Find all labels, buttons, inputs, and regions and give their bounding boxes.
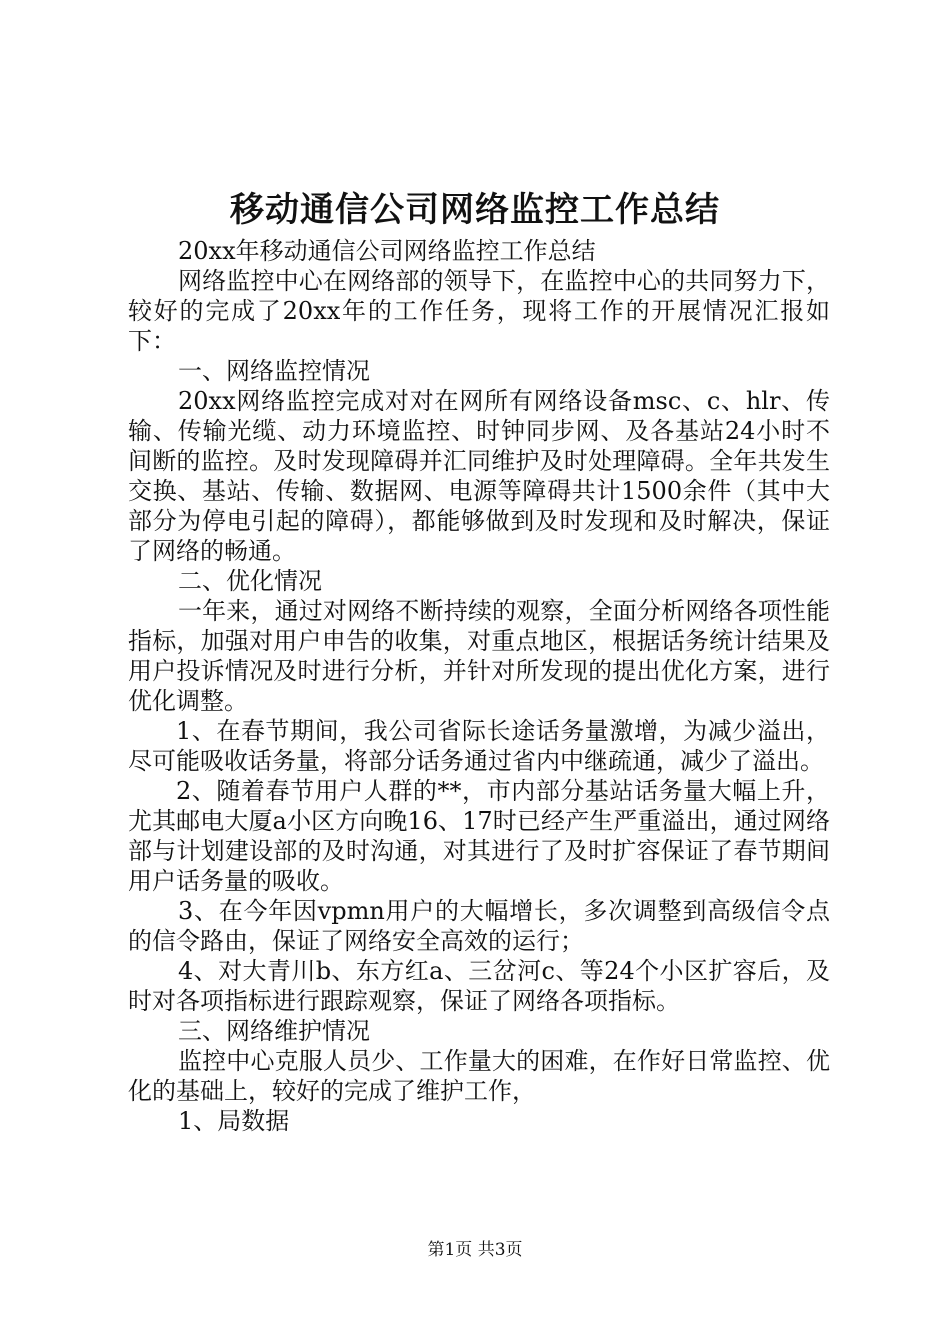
optimization-item-4: 4、对大青川b、东方红a、三岔河c、等24个小区扩容后，及时对各项指标进行跟踪观察，保证了网络各项指标。 — [128, 957, 830, 1015]
optimization-paragraph: 一年来，通过对网络不断持续的观察，全面分析网络各项性能指标，加强对用户申告的收集，对重点地区，根据话务统计结果及用户投诉情况及时进行分析，并针对所发现的提出优化方案，进行优化调整。 — [128, 597, 830, 715]
monitoring-paragraph: 20xx网络监控完成对对在网所有网络设备msc、c、hlr、传输、传输光缆、动力环境监控、时钟同步网、及各基站24小时不间断的监控。及时发现障碍并汇同维护及时处理障碍。全年共发生交换、基站、传输、数据网、电源等障碍共计1500余件（其中大部分为停电引起的障碍），都能够做到及时发现和及时解决，保证了网络的畅通。 — [128, 387, 830, 565]
optimization-item-1: 1、在春节期间，我公司省际长途话务量激增，为减少溢出，尽可能吸收话务量，将部分话务通过省内中继疏通，减少了溢出。 — [128, 717, 830, 775]
maintenance-item-1: 1、局数据 — [178, 1107, 290, 1135]
optimization-item-3: 3、在今年因vpmn用户的大幅增长，多次调整到高级信令点的信令路由，保证了网络安全高效的运行； — [128, 897, 830, 955]
page-number-footer: 第1页 共3页 — [427, 1240, 523, 1260]
subtitle-paragraph: 20xx年移动通信公司网络监控工作总结 — [178, 237, 596, 265]
section-heading-maintenance: 三、网络维护情况 — [178, 1017, 370, 1045]
section-heading-monitoring: 一、网络监控情况 — [178, 357, 370, 385]
document-body — [128, 236, 830, 1136]
optimization-item-2: 2、随着春节用户人群的**，市内部分基站话务量大幅上升，尤其邮电大厦a小区方向晚16、17时已经产生严重溢出，通过网络部与计划建设部的及时沟通，对其进行了及时扩容保证了春节期间用户话务量的吸收。 — [128, 777, 830, 895]
maintenance-paragraph: 监控中心克服人员少、工作量大的困难，在作好日常监控、优化的基础上，较好的完成了维护工作， — [128, 1047, 830, 1105]
section-heading-optimization: 二、优化情况 — [178, 567, 322, 595]
intro-paragraph: 网络监控中心在网络部的领导下，在监控中心的共同努力下，较好的完成了20xx年的工作任务，现将工作的开展情况汇报如下： — [128, 267, 830, 355]
document-title: 移动通信公司网络监控工作总结 — [230, 190, 720, 230]
